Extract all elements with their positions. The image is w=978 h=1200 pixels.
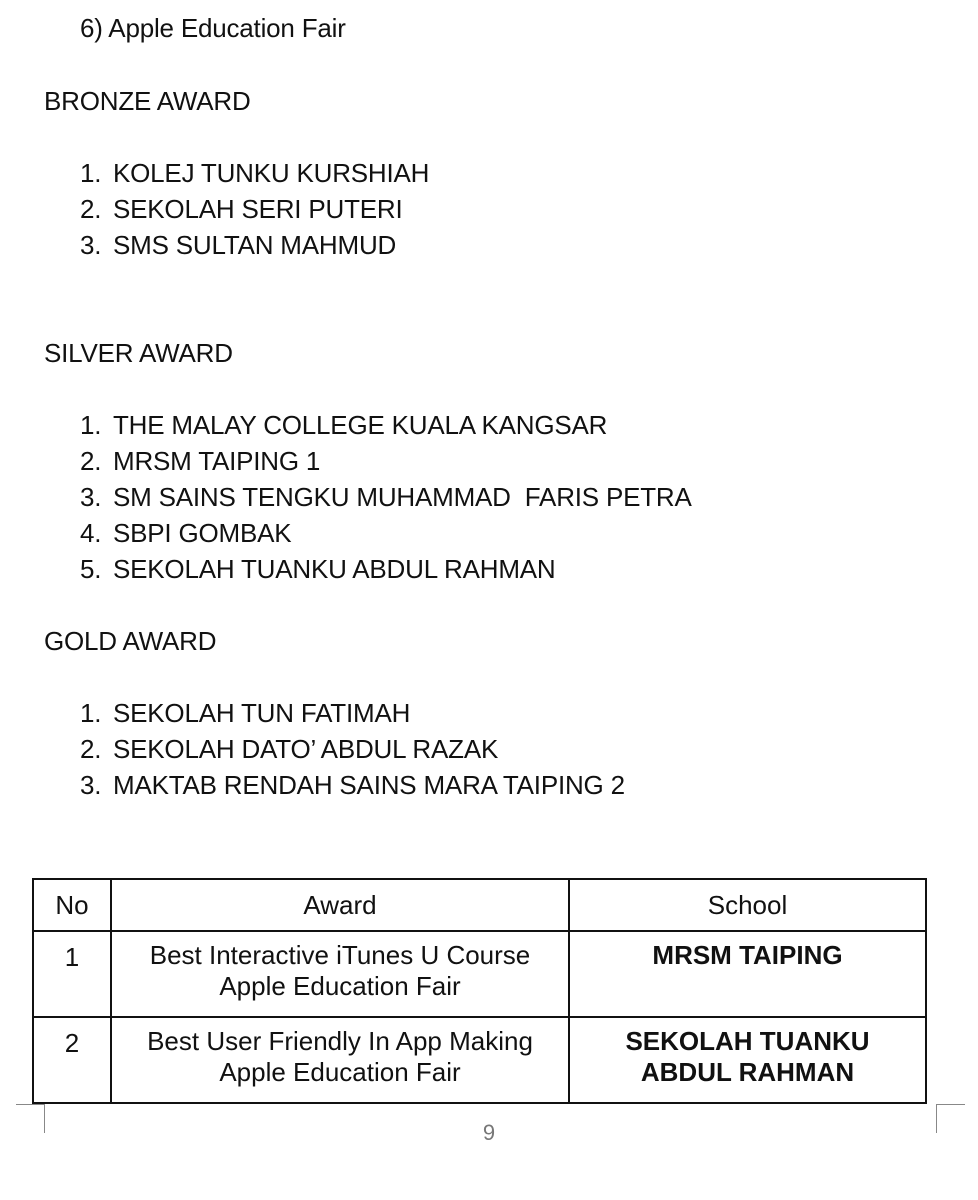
cell-school: SEKOLAH TUANKU ABDUL RAHMAN — [569, 1017, 926, 1103]
cell-award — [111, 1017, 569, 1103]
list-item-text: MAKTAB RENDAH SAINS MARA TAIPING 2 — [113, 770, 625, 800]
list-number: 5. — [80, 554, 102, 584]
list-item-text: SEKOLAH TUN FATIMAH — [113, 698, 411, 728]
cell-no: 1 — [33, 931, 111, 1017]
silver-award-title: SILVER AWARD — [44, 338, 233, 368]
award-name: Best Interactive iTunes U Course — [149, 940, 531, 970]
list-item — [80, 191, 403, 227]
column-header-school: School — [569, 879, 926, 931]
gold-award-title: GOLD AWARD — [44, 626, 217, 656]
list-number: 2. — [80, 446, 102, 476]
list-item-text: SEKOLAH TUANKU ABDUL RAHMAN — [113, 554, 556, 584]
award-name: Best User Friendly In App Making — [147, 1026, 533, 1056]
page-number: 9 — [482, 1120, 496, 1145]
list-item-text: SM SAINS TENGKU MUHAMMAD FARIS PETRA — [113, 482, 692, 512]
cell-school: MRSM TAIPING — [569, 931, 926, 1017]
cell-award — [111, 931, 569, 1017]
list-number: 1. — [80, 698, 102, 728]
list-item-text: MRSM TAIPING 1 — [113, 446, 321, 476]
column-header-award: Award — [111, 879, 569, 931]
list-item-text: THE MALAY COLLEGE KUALA KANGSAR — [113, 410, 608, 440]
list-item-text: SBPI GOMBAK — [113, 518, 292, 548]
list-item — [80, 407, 607, 443]
list-item-text: SEKOLAH SERI PUTERI — [113, 194, 403, 224]
list-item — [80, 695, 410, 731]
list-number: 1. — [80, 410, 102, 440]
list-item-text: SEKOLAH DATO’ ABDUL RAZAK — [113, 734, 499, 764]
section-heading: 6) Apple Education Fair — [80, 13, 346, 43]
list-number: 4. — [80, 518, 102, 548]
award-event: Apple Education Fair — [219, 971, 461, 1001]
list-item — [80, 155, 429, 191]
list-number: 2. — [80, 734, 102, 764]
award-event: Apple Education Fair — [219, 1057, 461, 1087]
list-number: 2. — [80, 194, 102, 224]
list-item — [80, 227, 396, 263]
list-item-text: KOLEJ TUNKU KURSHIAH — [113, 158, 430, 188]
list-item — [80, 479, 692, 515]
list-item — [80, 731, 498, 767]
bronze-award-title: BRONZE AWARD — [44, 86, 251, 116]
cell-no: 2 — [33, 1017, 111, 1103]
table-row — [33, 931, 926, 1017]
list-item — [80, 767, 625, 803]
list-number: 3. — [80, 770, 102, 800]
list-item — [80, 515, 291, 551]
list-number: 3. — [80, 230, 102, 260]
list-item-text: SMS SULTAN MAHMUD — [113, 230, 397, 260]
list-number: 1. — [80, 158, 102, 188]
column-header-no: No — [33, 879, 111, 931]
awards-table — [32, 878, 927, 1104]
list-item — [80, 443, 320, 479]
table-header-row — [33, 879, 926, 931]
table-row — [33, 1017, 926, 1103]
list-number: 3. — [80, 482, 102, 512]
list-item — [80, 551, 556, 587]
